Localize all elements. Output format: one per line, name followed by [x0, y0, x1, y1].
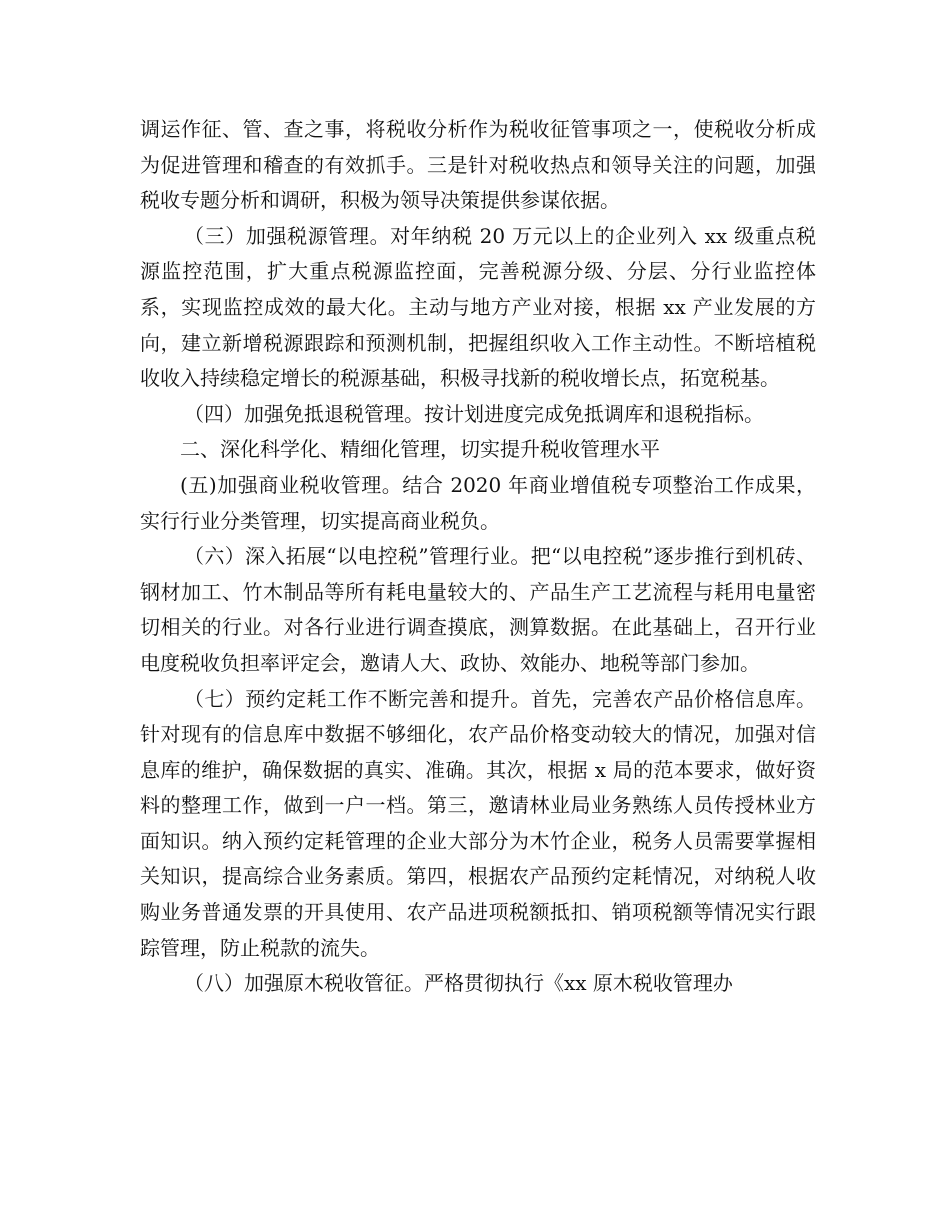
paragraph-timber-tax: （八）加强原木税收管征。严格贯彻执行《xx 原木税收管理办 — [184, 971, 733, 996]
paragraph-electricity-tax-control: （六）深入拓展“以电控税”管理行业。把“以电控税”逐步推行到机砖、钢材加工、竹木制品等所有耗电量较大的、产品生产工艺流程与耗用电量密切相关的行业。对各行业进行调查摸底，测算数据。在此基础上，召开行业电度税收负担率评定会，邀请人大、政协、效能办、地税等部门参加。 — [140, 544, 816, 675]
paragraph-tax-source-management: （三）加强税源管理。对年纳税 20 万元以上的企业列入 xx 级重点税源监控范围，扩大重点税源监控面，完善税源分级、分层、分行业监控体系，实现监控成效的最大化。主动与地方产业对接，根据 xx 产业发展的方向，建立新增税源跟踪和预测机制，把握组织收入工作主动性。不断培植税收收入持续稳定增长的税源基础，积极寻找新的税收增长点，拓宽税基。 — [140, 223, 816, 391]
document-body — [140, 112, 816, 1002]
section-heading-2: 二、深化科学化、精细化管理，切实提升税收管理水平 — [180, 437, 660, 462]
paragraph-continuation: 调运作征、管、查之事，将税收分析作为税收征管事项之一，使税收分析成为促进管理和稽查的有效抓手。三是针对税收热点和领导关注的问题，加强税收专题分析和调研，积极为领导决策提供参谋依据。 — [140, 117, 816, 213]
paragraph-export-rebate-management: （四）加强免抵退税管理。按计划进度完成免抵调库和退税指标。 — [184, 401, 764, 426]
paragraph-commercial-tax: (五)加强商业税收管理。结合 2020 年商业增值税专项整治工作成果，实行行业分类管理，切实提高商业税负。 — [140, 472, 816, 533]
paragraph-consumption-quota: （七）预约定耗工作不断完善和提升。首先，完善农产品价格信息库。针对现有的信息库中数据不够细化，农产品价格变动较大的情况，加强对信息库的维护，确保数据的真实、准确。其次，根据 x 局的范本要求，做好资料的整理工作，做到一户一档。第三，邀请林业局业务熟练人员传授林业方面知识。纳入预约定耗管理的企业大部分为木竹企业，税务人员需要掌握相关知识，提高综合业务素质。第四，根据农产品预约定耗情况，对纳税人收购业务普通发票的开具使用、农产品进项税额抵扣、销项税额等情况实行跟踪管理，防止税款的流失。 — [140, 686, 816, 960]
